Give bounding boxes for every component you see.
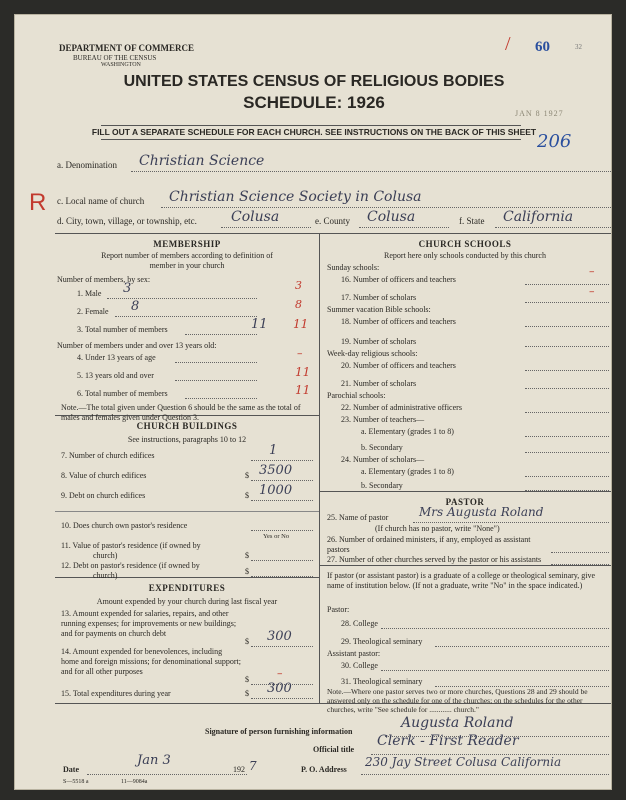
county-label: e. County: [315, 216, 350, 226]
q11-label-line2: church): [93, 551, 118, 560]
date-label: Date: [63, 765, 79, 774]
q2-female-value: 8: [131, 299, 140, 314]
year-value: 7: [249, 759, 257, 773]
graduate-instructions: If pastor (or assistant pastor) is a graduate of a college or theological seminary, give name of institution below. (If not a graduate, write "No" in the space indicated.): [327, 571, 596, 590]
po-address-label: P. O. Address: [301, 765, 347, 774]
membership-intro-1: Report number of members according to definition of: [101, 251, 273, 260]
q10-residence-label: 10. Does church own pastor's residence: [61, 521, 188, 530]
q13-dollar-sign: $: [245, 637, 249, 646]
q27-label: 27. Number of other churches served by the pastor or his assistants: [327, 555, 542, 564]
state-label: f. State: [459, 216, 485, 226]
q12-label-line1: 12. Debt on pastor's residence (if owned by: [61, 561, 200, 570]
pastor-note: Note.—Where one pastor serves two or more churches, Questions 28 and 29 should be answered only on the schedule for one of the churches; on the schedules for the other churches, write "See schedule for ............ church.": [327, 687, 588, 714]
denomination-label: a. Denomination: [57, 160, 117, 170]
q24a-label: a. Elementary (grades 1 to 8): [361, 467, 454, 476]
summer-schools-label: Summer vacation Bible schools:: [327, 305, 431, 314]
form-number: S—5518 a: [63, 779, 89, 785]
q25-pastor-name: Mrs Augusta Roland: [419, 505, 544, 519]
parochial-schools-label: Parochial schools:: [327, 391, 386, 400]
q25-label: 25. Name of pastor: [327, 513, 389, 522]
q4-under-13-label: 4. Under 13 years of age: [77, 353, 156, 362]
q7-edifices-label: 7. Number of church edifices: [61, 451, 155, 460]
membership-note: Note.—The total given under Question 6 should be the same as the total of males and females given under Question 3.: [61, 403, 301, 422]
department-label: DEPARTMENT OF COMMERCE: [59, 43, 195, 53]
q24-label: 24. Number of scholars—: [341, 455, 425, 464]
yes-no-hint: Yes or No: [263, 533, 290, 540]
q15-dollar-sign: $: [245, 689, 249, 698]
q16-margin-check: –: [589, 265, 595, 278]
city-field-label: d. City, town, village, or township, etc.: [57, 216, 197, 226]
blue-file-number: 206: [537, 131, 572, 152]
q13-label: 13. Amount expended for salaries, repairs, and other running expenses; for improvements or new buildings; and for payments on church debt: [61, 609, 237, 638]
q3-margin-check: 11: [293, 317, 309, 331]
q17-margin-check: –: [589, 285, 595, 298]
church-buildings-intro: See instructions, paragraphs 10 to 12: [127, 435, 247, 444]
q25-note: (If church has no pastor, write "None"): [375, 524, 500, 533]
q23a-label: a. Elementary (grades 1 to 8): [361, 427, 454, 436]
signature-value: Augusta Roland: [401, 715, 514, 731]
pastor-heading: PASTOR: [445, 497, 485, 507]
q17-label: 17. Number of scholars: [341, 293, 417, 302]
q11-label-line1: 11. Value of pastor's residence (if owned by: [61, 541, 201, 550]
q5-margin-check: 11: [295, 365, 311, 379]
q9-debt-amount: 1000: [259, 483, 293, 498]
q21-label: 21. Number of scholars: [341, 379, 417, 388]
city-value: Colusa: [231, 209, 280, 225]
small-number: 32: [575, 43, 582, 51]
year-prefix: 192: [233, 765, 245, 774]
q6-margin-check: 11: [295, 383, 311, 397]
church-schools-intro: Report here only schools conducted by this church: [384, 251, 546, 260]
q30-label: 30. College: [341, 661, 378, 670]
denomination-value: Christian Science: [139, 153, 265, 169]
q9-dollar-sign: $: [245, 491, 249, 500]
q26-label: 26. Number of ordained ministers, if any, employed as assistant pastors: [327, 535, 531, 554]
signature-label: Signature of person furnishing information: [205, 727, 353, 736]
q3-total-value: 11: [251, 317, 268, 332]
expenditures-intro: Amount expended by your church during last fiscal year: [96, 597, 278, 606]
form-title: UNITED STATES CENSUS OF RELIGIOUS BODIES: [123, 73, 505, 90]
q19-label: 19. Number of scholars: [341, 337, 417, 346]
q4-margin-check: –: [297, 347, 303, 360]
q3-total-label: 3. Total number of members: [77, 325, 168, 334]
q8-dollar-sign: $: [245, 471, 249, 480]
local-name-label: c. Local name of church: [57, 196, 145, 206]
q23-label: 23. Number of teachers—: [341, 415, 425, 424]
county-value: Colusa: [367, 209, 416, 225]
q23b-label: b. Secondary: [361, 443, 403, 452]
city-label: WASHINGTON: [101, 62, 141, 68]
official-title-label: Official title: [313, 745, 355, 754]
form-instruction: FILL OUT A SEPARATE SCHEDULE FOR EACH CHURCH. SEE INSTRUCTIONS ON THE BACK OF THIS SHEET: [91, 127, 537, 137]
q6-total-label: 6. Total number of members: [77, 389, 168, 398]
q7-edifices-value: 1: [269, 443, 278, 458]
q24b-label: b. Secondary: [361, 481, 403, 490]
sunday-schools-label: Sunday schools:: [327, 263, 380, 272]
q22-label: 22. Number of administrative officers: [341, 403, 462, 412]
census-schedule-sheet: [14, 14, 612, 790]
q29-label: 29. Theological seminary: [341, 637, 423, 646]
q5-over-13-label: 5. 13 years old and over: [77, 371, 154, 380]
q16-label: 16. Number of officers and teachers: [341, 275, 456, 284]
q13-amount: 300: [267, 629, 292, 644]
q1-male-value: 3: [123, 281, 132, 296]
age-intro-label: Number of members under and over 13 years old:: [57, 341, 217, 350]
q1-male-label: 1. Male: [77, 289, 102, 298]
date-received-stamp: JAN 8 1927: [515, 109, 564, 118]
form-subtitle: SCHEDULE: 1926: [243, 93, 385, 112]
church-schools-heading: CHURCH SCHOOLS: [418, 239, 512, 249]
membership-intro-2: member in your church: [149, 261, 225, 270]
q14-dollar-sign: $: [245, 675, 249, 684]
assistant-pastor-subheading: Assistant pastor:: [327, 649, 381, 658]
local-name-value: Christian Science Society in Colusa: [169, 189, 422, 205]
membership-heading: MEMBERSHIP: [153, 239, 221, 249]
q8-value-label: 8. Value of church edifices: [61, 471, 147, 480]
state-value: California: [503, 209, 574, 225]
q12-dollar-sign: $: [245, 567, 249, 576]
q9-debt-label: 9. Debt on church edifices: [61, 491, 146, 500]
date-value: Jan 3: [137, 753, 171, 768]
bureau-label: BUREAU OF THE CENSUS: [73, 54, 157, 62]
q14-label: 14. Amount expended for benevolences, including home and foreign missions; for denominational support; and for all other purposes: [61, 647, 241, 676]
q8-value-amount: 3500: [259, 463, 293, 478]
red-r-mark: R: [29, 189, 47, 216]
q2-female-label: 2. Female: [77, 307, 109, 316]
po-address-value: 230 Jay Street Colusa California: [365, 755, 562, 769]
pastor-subheading: Pastor:: [327, 605, 350, 614]
q18-label: 18. Number of officers and teachers: [341, 317, 456, 326]
red-tick-mark: /: [505, 33, 511, 55]
q15-amount: 300: [267, 681, 292, 696]
official-title-value: Clerk - First Reader: [377, 733, 519, 749]
q14-amount: –: [277, 667, 283, 680]
q31-label: 31. Theological seminary: [341, 677, 423, 686]
q15-label: 15. Total expenditures during year: [61, 689, 171, 698]
weekday-schools-label: Week-day religious schools:: [327, 349, 418, 358]
church-buildings-heading: CHURCH BUILDINGS: [136, 421, 238, 431]
q28-label: 28. College: [341, 619, 378, 628]
print-number: 11—9084a: [121, 779, 148, 785]
q12-label-line2: church): [93, 571, 118, 580]
expenditures-heading: EXPENDITURES: [148, 583, 226, 593]
stamp-number: 60: [535, 39, 550, 55]
q2-margin-check: 8: [295, 298, 302, 311]
q11-dollar-sign: $: [245, 551, 249, 560]
q20-label: 20. Number of officers and teachers: [341, 361, 456, 370]
members-by-sex-label: Number of members, by sex:: [57, 275, 151, 284]
q1-margin-check: 3: [295, 279, 302, 292]
